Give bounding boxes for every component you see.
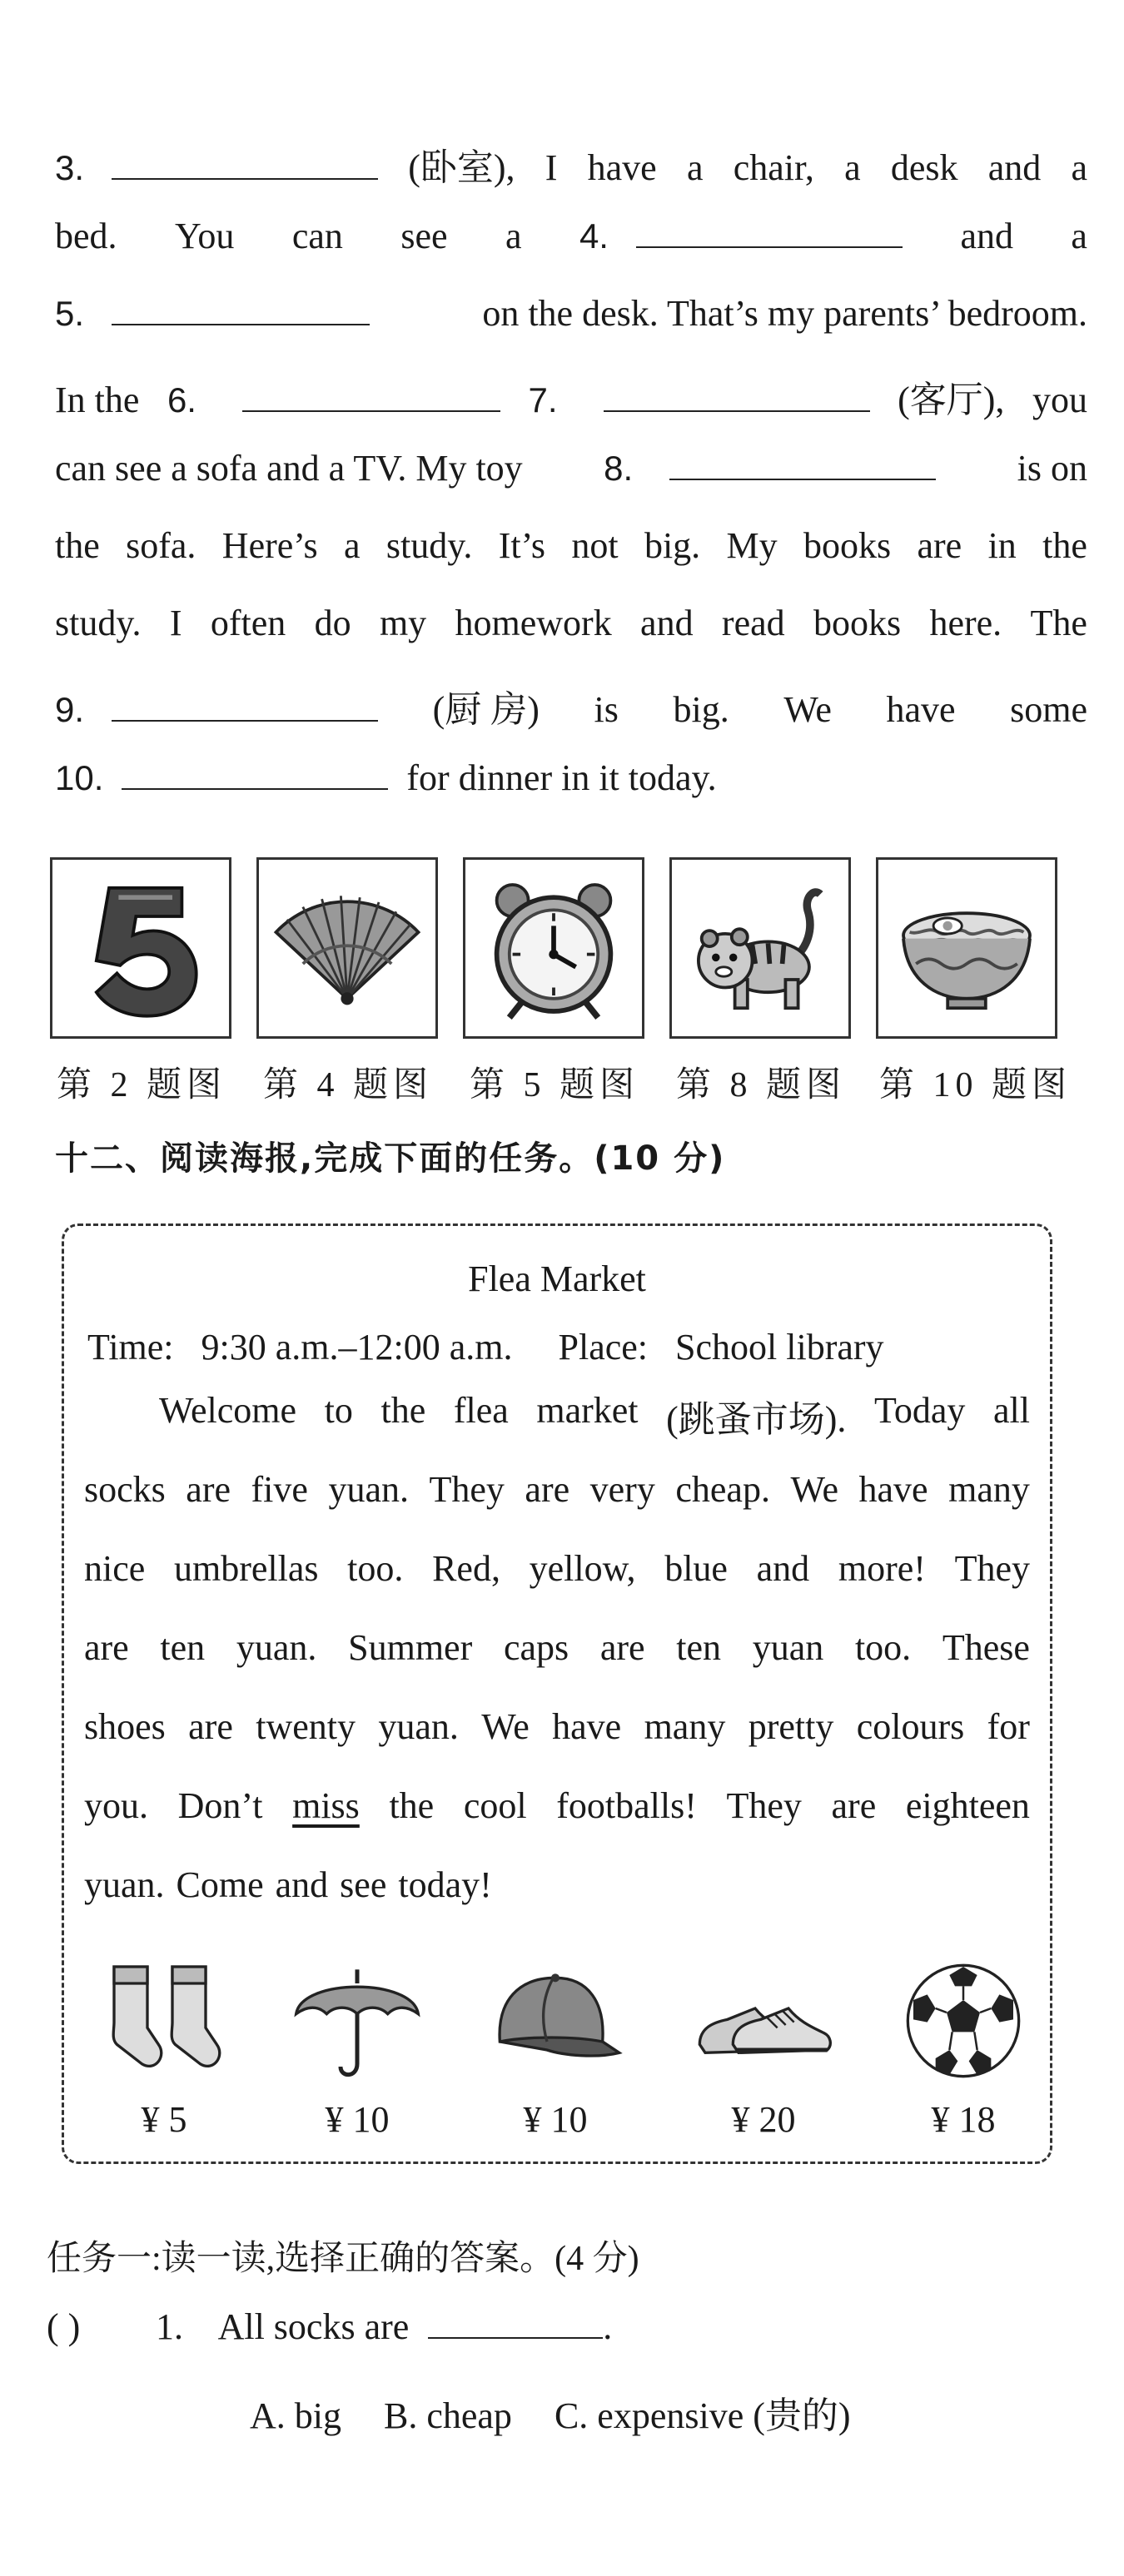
question-blank <box>428 2312 603 2339</box>
word: have <box>552 1706 622 1747</box>
passage-text: In the <box>55 380 140 420</box>
task1-title: 任务一:读一读,选择正确的答案。(4 分) <box>47 2240 639 2278</box>
cap-icon <box>485 1958 626 2083</box>
word: Don’t <box>177 1785 263 1826</box>
picture-frame-2 <box>50 857 231 1039</box>
passage-line-4 <box>55 370 1087 447</box>
word: to <box>324 1390 353 1431</box>
word: are <box>917 525 962 566</box>
picture-frame-5 <box>463 857 644 1039</box>
word: and <box>987 147 1042 188</box>
word: chair, <box>733 147 814 188</box>
word: yuan. <box>328 1469 409 1510</box>
word: are <box>84 1627 129 1668</box>
blank-number-8: 8. <box>604 449 634 488</box>
word: have <box>587 147 657 188</box>
blank-number-5: 5. <box>55 294 85 333</box>
option-b[interactable]: B. cheap <box>384 2395 512 2436</box>
answer-paren-1[interactable]: ( ) <box>47 2306 81 2347</box>
blank-number-10: 10. <box>55 758 104 797</box>
word: do <box>314 603 351 643</box>
word: a <box>1071 147 1087 188</box>
passage-line-2 <box>55 215 1087 292</box>
passage-line-5 <box>55 447 1087 524</box>
word: my <box>379 603 427 643</box>
price-cap: ¥ 10 <box>523 2099 588 2140</box>
price-umbrella: ¥ 10 <box>325 2099 390 2140</box>
word: These <box>942 1627 1030 1668</box>
word: the <box>55 525 100 566</box>
picture-frame-10 <box>876 857 1057 1039</box>
passage-line-7 <box>55 602 1087 679</box>
word: big. <box>644 525 701 566</box>
caption-8: 第 8 题图 <box>676 1066 847 1104</box>
word: ten <box>676 1627 722 1668</box>
word: a <box>344 525 361 566</box>
caption-10: 第 10 题图 <box>879 1066 1072 1104</box>
number-five-icon <box>62 869 220 1027</box>
fill-in-passage <box>55 137 1087 834</box>
good-football <box>880 1958 1047 2141</box>
word: pretty <box>748 1706 834 1747</box>
passage-text: is on <box>1017 448 1087 489</box>
poster-line-4 <box>84 1626 1030 1705</box>
word: a <box>844 147 861 188</box>
word: Red, <box>432 1548 500 1589</box>
poster-line-2 <box>84 1468 1030 1547</box>
word: are <box>599 1627 645 1668</box>
word: Today <box>874 1390 966 1431</box>
price-socks: ¥ 5 <box>141 2099 187 2140</box>
word: more! <box>838 1548 926 1589</box>
word: a <box>1071 216 1087 256</box>
time-value: 9:30 a.m.–12:00 a.m. <box>201 1327 513 1367</box>
word: you. <box>84 1785 148 1826</box>
good-umbrella <box>274 1958 440 2141</box>
passage-line-1 <box>55 137 1087 215</box>
word: too. <box>854 1627 912 1668</box>
word: The <box>1030 603 1087 643</box>
blank-number-6: 6. <box>167 380 196 419</box>
passage-line-3 <box>55 292 1087 370</box>
question-text: All socks are <box>217 2306 410 2347</box>
time-label: Time: <box>87 1327 174 1367</box>
tiger-icon <box>681 869 839 1027</box>
passage-text: can see a sofa and a TV. My toy <box>55 448 523 489</box>
word: not <box>571 525 619 566</box>
option-c[interactable]: C. expensive (贵的) <box>554 2395 851 2436</box>
picture-frame-8 <box>669 857 851 1039</box>
word: Welcome <box>159 1390 297 1431</box>
word: eighteen <box>905 1785 1030 1826</box>
word: see <box>340 1864 387 1905</box>
section-title: 十二、阅读海报,完成下面的任务。(10 分) <box>55 1139 726 1178</box>
word: socks <box>84 1469 166 1510</box>
shoes-icon <box>693 1958 834 2083</box>
price-shoes: ¥ 20 <box>731 2099 796 2140</box>
caption-2: 第 2 题图 <box>57 1066 227 1104</box>
word: homework <box>455 603 612 643</box>
caption-5: 第 5 题图 <box>470 1066 640 1104</box>
word: very <box>589 1469 655 1510</box>
poster-title: Flea Market <box>468 1258 646 1299</box>
word: for <box>987 1706 1030 1747</box>
question-number: 1. <box>156 2306 183 2347</box>
answer-blank-4[interactable] <box>636 218 903 248</box>
answer-blank-9[interactable] <box>112 692 378 722</box>
word: Here’s <box>221 525 318 566</box>
good-socks <box>81 1958 247 2141</box>
answer-blank-5[interactable] <box>112 295 370 325</box>
word: We <box>790 1469 839 1510</box>
word: a <box>686 147 704 188</box>
word: the <box>389 1785 435 1826</box>
word: are <box>188 1706 233 1747</box>
word: and <box>756 1548 810 1589</box>
word: and <box>640 603 694 643</box>
picture-captions <box>48 1057 1081 1107</box>
word: My <box>726 525 778 566</box>
task1-options <box>250 2385 884 2439</box>
word: study. <box>385 525 473 566</box>
passage-text: for dinner in it today. <box>406 757 717 798</box>
word: books <box>803 525 892 566</box>
word: are <box>186 1469 231 1510</box>
word: see <box>400 216 448 256</box>
word: They <box>429 1469 505 1510</box>
place-value: School library <box>675 1327 884 1367</box>
word: some <box>1010 689 1087 730</box>
word: market <box>536 1390 639 1431</box>
word: the <box>1042 525 1087 566</box>
poster-line-7 <box>84 1864 1030 1943</box>
word: colours <box>856 1706 965 1747</box>
word: sofa. <box>126 525 196 566</box>
word: We <box>783 689 832 730</box>
word: Come <box>176 1864 264 1905</box>
poster-line-6 <box>84 1784 1030 1864</box>
word: I <box>545 147 558 188</box>
word: umbrellas <box>173 1548 319 1589</box>
word: Summer <box>348 1627 473 1668</box>
word: They <box>726 1785 802 1826</box>
answer-blank-7[interactable] <box>604 382 870 412</box>
word: a <box>505 216 522 256</box>
word: yellow, <box>529 1548 636 1589</box>
hint-living-room: (客厅), <box>898 380 1005 420</box>
answer-blank-6[interactable] <box>242 382 500 412</box>
good-shoes <box>680 1958 847 2141</box>
picture-frame-4 <box>256 857 438 1039</box>
answer-blank-10[interactable] <box>122 760 388 790</box>
word: have <box>886 689 956 730</box>
alarm-clock-icon <box>475 869 633 1027</box>
caption-4: 第 4 题图 <box>263 1066 434 1104</box>
price-football: ¥ 18 <box>931 2099 996 2140</box>
word: (跳蚤市场). <box>666 1399 847 1440</box>
poster-line-3 <box>84 1547 1030 1626</box>
word: many <box>948 1469 1030 1510</box>
good-cap <box>472 1958 639 2141</box>
word: blue <box>664 1548 728 1589</box>
word: books <box>813 603 902 643</box>
picture-row <box>48 857 1081 1040</box>
answer-blank-8[interactable] <box>669 450 936 480</box>
word: and <box>275 1864 329 1905</box>
place-label: Place: <box>558 1327 649 1367</box>
poster-time-place <box>87 1326 1030 1368</box>
word: in <box>987 525 1017 566</box>
question-period: . <box>603 2306 613 2347</box>
word: big. <box>673 689 729 730</box>
word: They <box>954 1548 1030 1589</box>
word: desk <box>890 147 958 188</box>
poster-body <box>84 1389 1030 1943</box>
option-a[interactable]: A. big <box>250 2395 341 2436</box>
word: read <box>721 603 785 643</box>
word: nice <box>84 1548 146 1589</box>
hint-kitchen: (厨 房) <box>432 689 540 730</box>
football-icon <box>893 1958 1034 2083</box>
blank-number-7: 7. <box>528 380 558 419</box>
socks-icon <box>93 1958 235 2083</box>
word: caps <box>503 1627 569 1668</box>
passage-line-8 <box>55 679 1087 757</box>
word: You <box>174 216 235 256</box>
word: many <box>644 1706 726 1747</box>
noodle-bowl-icon <box>888 869 1046 1027</box>
poster-goods <box>64 1958 1050 2150</box>
blank-number-3: 3. <box>55 148 85 187</box>
word: here. <box>929 603 1002 643</box>
word: shoes <box>84 1706 166 1747</box>
word: are <box>831 1785 877 1826</box>
hint-bedroom: (卧室), <box>408 147 515 188</box>
blank-number-9: 9. <box>55 690 85 729</box>
word: We <box>481 1706 530 1747</box>
word: yuan <box>752 1627 824 1668</box>
word: have <box>858 1469 928 1510</box>
poster-line-5 <box>84 1705 1030 1784</box>
word: yuan. <box>378 1706 459 1747</box>
flea-market-poster <box>62 1223 1052 2164</box>
word: bed. <box>55 216 117 256</box>
blank-number-4: 4. <box>579 216 609 256</box>
passage-line-9 <box>55 757 1087 834</box>
word: flea <box>453 1390 509 1431</box>
word: today! <box>398 1864 492 1905</box>
word: I <box>169 603 182 643</box>
word: cheap. <box>675 1469 770 1510</box>
word: footballs! <box>556 1785 697 1826</box>
word: cool <box>463 1785 527 1826</box>
word: study. <box>55 603 142 643</box>
word: the <box>380 1390 426 1431</box>
word: ten <box>160 1627 206 1668</box>
word: yuan. <box>84 1864 165 1905</box>
poster-line-1 <box>84 1389 1030 1468</box>
fan-icon <box>268 869 426 1027</box>
word: can <box>291 216 343 256</box>
underlined-word-miss: miss <box>292 1785 360 1826</box>
word: It’s <box>498 525 545 566</box>
word: you <box>1032 380 1087 420</box>
umbrella-icon <box>286 1958 428 2083</box>
word: five <box>251 1469 308 1510</box>
word: twenty <box>256 1706 356 1747</box>
passage-text: on the desk. That’s my parents’ bedroom. <box>482 293 1087 334</box>
word: all <box>992 1390 1030 1431</box>
answer-blank-3[interactable] <box>112 150 378 180</box>
word: and <box>960 216 1013 256</box>
word: is <box>594 689 619 730</box>
word: often <box>210 603 286 643</box>
word: yuan. <box>236 1627 317 1668</box>
task1-question-1 <box>47 2305 612 2348</box>
passage-line-6 <box>55 524 1087 602</box>
word: are <box>525 1469 570 1510</box>
word: too. <box>347 1548 404 1589</box>
